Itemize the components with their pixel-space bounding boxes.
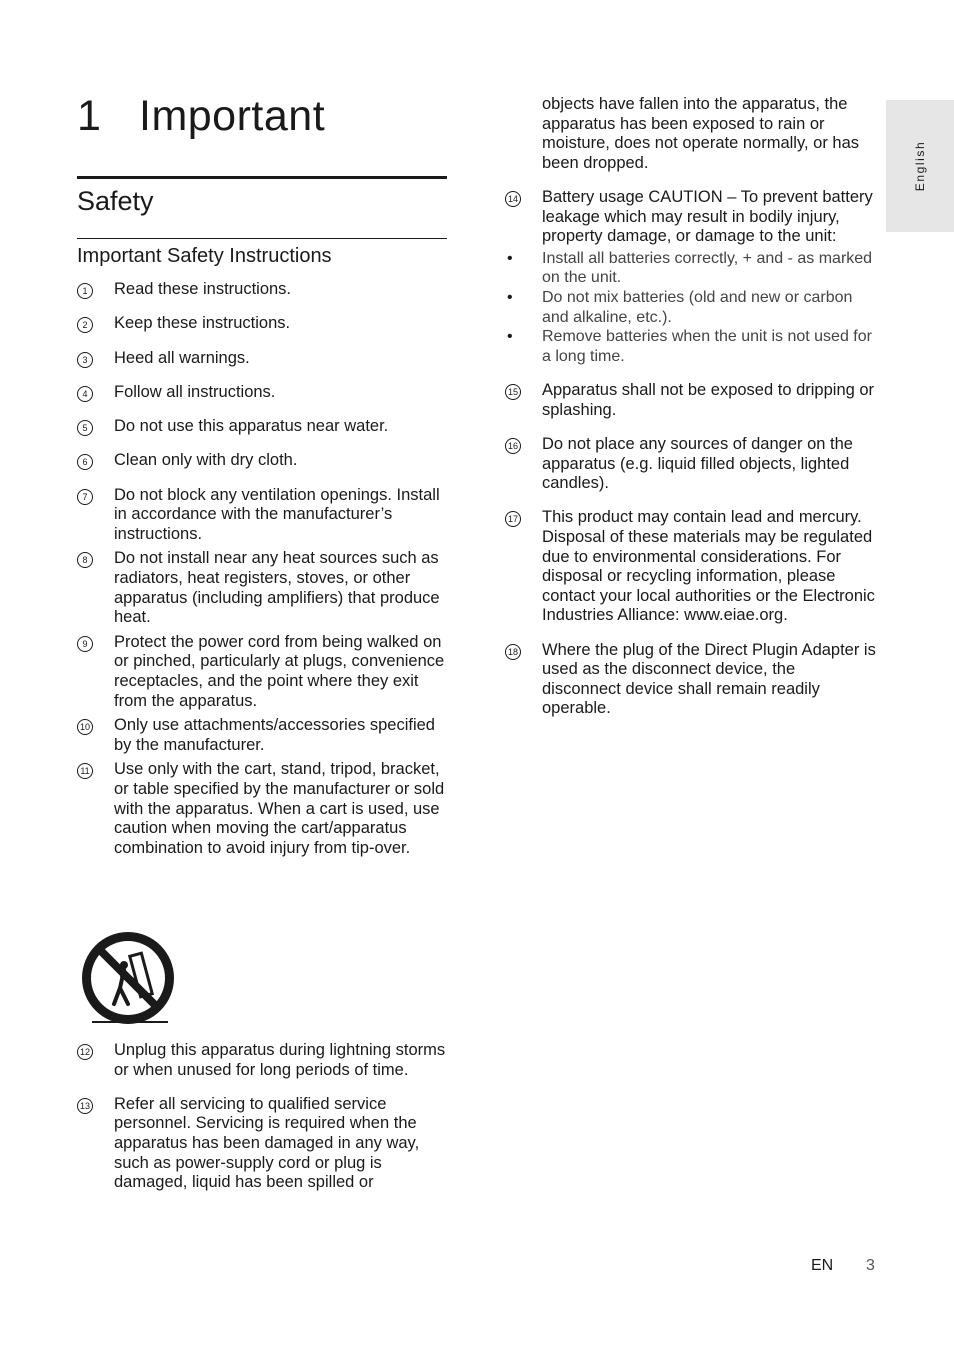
item-text: Do not install near any heat sources such as radiators, heat registers, stoves, or other apparatus (including amplifiers) that produce heat. bbox=[114, 549, 440, 627]
item-text: Battery usage CAUTION – To prevent battery leakage which may result in bodily injury, property damage, or damage to the unit: bbox=[542, 188, 873, 246]
list-item bbox=[77, 280, 449, 300]
item-number: 14 bbox=[505, 191, 521, 207]
list-item bbox=[505, 641, 877, 719]
chapter-title bbox=[77, 88, 325, 144]
item-text: This product may contain lead and mercury. Disposal of these materials may be regulated due to environmental considerations. For disposal or recycling information, please contact your local authorities or the Electronic Industries Alliance: www.eiae.org. bbox=[542, 508, 875, 625]
item-text: Do not use this apparatus near water. bbox=[114, 417, 389, 436]
item-number: 11 bbox=[77, 763, 93, 779]
right-column bbox=[505, 95, 877, 719]
list-item bbox=[77, 549, 449, 627]
item-number: 1 bbox=[77, 283, 93, 299]
footer-language: EN bbox=[811, 1257, 834, 1274]
item-number: 3 bbox=[77, 352, 93, 368]
item-text: Clean only with dry cloth. bbox=[114, 451, 298, 470]
item-number: 15 bbox=[505, 384, 521, 400]
item-text: Read these instructions. bbox=[114, 280, 292, 298]
list-item bbox=[77, 349, 449, 369]
section-divider bbox=[77, 238, 447, 239]
item-number: 12 bbox=[77, 1044, 93, 1060]
chapter-name: Important bbox=[139, 92, 326, 140]
item-number: 4 bbox=[77, 386, 93, 402]
item-number: 18 bbox=[505, 644, 521, 660]
item-13-continued: objects have fallen into the apparatus, the apparatus has been exposed to rain or moisture, does not operate normally, or has been dropped. bbox=[542, 95, 860, 172]
page-number: 3 bbox=[866, 1257, 875, 1274]
item-text: Follow all instructions. bbox=[114, 382, 276, 401]
left-column-lower bbox=[77, 1041, 449, 1193]
item-number: 10 bbox=[77, 719, 93, 735]
item-number: 2 bbox=[77, 317, 93, 333]
list-item bbox=[505, 435, 877, 494]
list-item bbox=[505, 188, 877, 247]
list-item bbox=[505, 508, 877, 626]
item-text: Unplug this apparatus during lightning storms or when unused for long periods of time. bbox=[114, 1041, 446, 1079]
list-item bbox=[77, 1095, 449, 1193]
list-item bbox=[77, 417, 449, 437]
item-text: Heed all warnings. bbox=[114, 348, 250, 367]
list-item bbox=[77, 486, 449, 545]
item-number: 13 bbox=[77, 1098, 93, 1114]
list-item bbox=[505, 381, 877, 420]
list-item bbox=[77, 383, 449, 403]
item-text: Only use attachments/accessories specified by the manufacturer. bbox=[114, 716, 435, 754]
language-tab bbox=[886, 100, 954, 232]
list-item bbox=[77, 451, 449, 471]
list-item bbox=[77, 1041, 449, 1080]
item-number: 8 bbox=[77, 552, 93, 568]
bullet-item: • Remove batteries when the unit is not used for a long time. bbox=[505, 327, 877, 366]
item-text: Do not block any ventilation openings. Install in accordance with the manufacturer’s instructions. bbox=[114, 485, 440, 543]
title-divider bbox=[77, 176, 447, 179]
tip-over-warning-icon bbox=[80, 930, 176, 1026]
item-text: Keep these instructions. bbox=[114, 314, 291, 333]
left-column bbox=[77, 280, 449, 858]
bullet-item: • Do not mix batteries (old and new or carbon and alkaline, etc.). bbox=[505, 288, 877, 327]
bullet-item: • Install all batteries correctly, + and - as marked on the unit. bbox=[505, 249, 877, 288]
language-tab-label: English bbox=[913, 140, 927, 192]
subsection-title: Important Safety Instructions bbox=[77, 245, 332, 267]
section-title: Safety bbox=[77, 186, 154, 216]
item-text: Use only with the cart, stand, tripod, bracket, or table specified by the manufacturer or sold with the apparatus. When a cart is used, use caution when moving the cart/apparatus combination to avoid injury from tip-over. bbox=[114, 760, 445, 857]
item-number: 5 bbox=[77, 420, 93, 436]
item-text: Apparatus shall not be exposed to dripping or splashing. bbox=[542, 381, 875, 419]
battery-bullet-list bbox=[505, 249, 877, 367]
list-item bbox=[77, 633, 449, 711]
item-number: 17 bbox=[505, 511, 521, 527]
item-number: 7 bbox=[77, 489, 93, 505]
list-item bbox=[77, 760, 449, 858]
chapter-number: 1 bbox=[77, 92, 102, 140]
item-number: 6 bbox=[77, 454, 93, 470]
item-number: 16 bbox=[505, 438, 521, 454]
item-text: Do not place any sources of danger on the apparatus (e.g. liquid filled objects, lighted candles). bbox=[542, 434, 853, 493]
item-text: Protect the power cord from being walked on or pinched, particularly at plugs, convenience receptacles, and the point where they exit from the apparatus. bbox=[114, 632, 445, 710]
item-number: 9 bbox=[77, 636, 93, 652]
item-text: Refer all servicing to qualified service personnel. Servicing is required when the apparatus has been damaged in any way, such as power-supply cord or plug is damaged, liquid has been spilled or bbox=[114, 1094, 420, 1192]
list-item bbox=[77, 716, 449, 755]
item-text: Where the plug of the Direct Plugin Adapter is used as the disconnect device, the disconnect device shall remain readily operable. bbox=[542, 640, 876, 718]
list-item bbox=[77, 314, 449, 334]
